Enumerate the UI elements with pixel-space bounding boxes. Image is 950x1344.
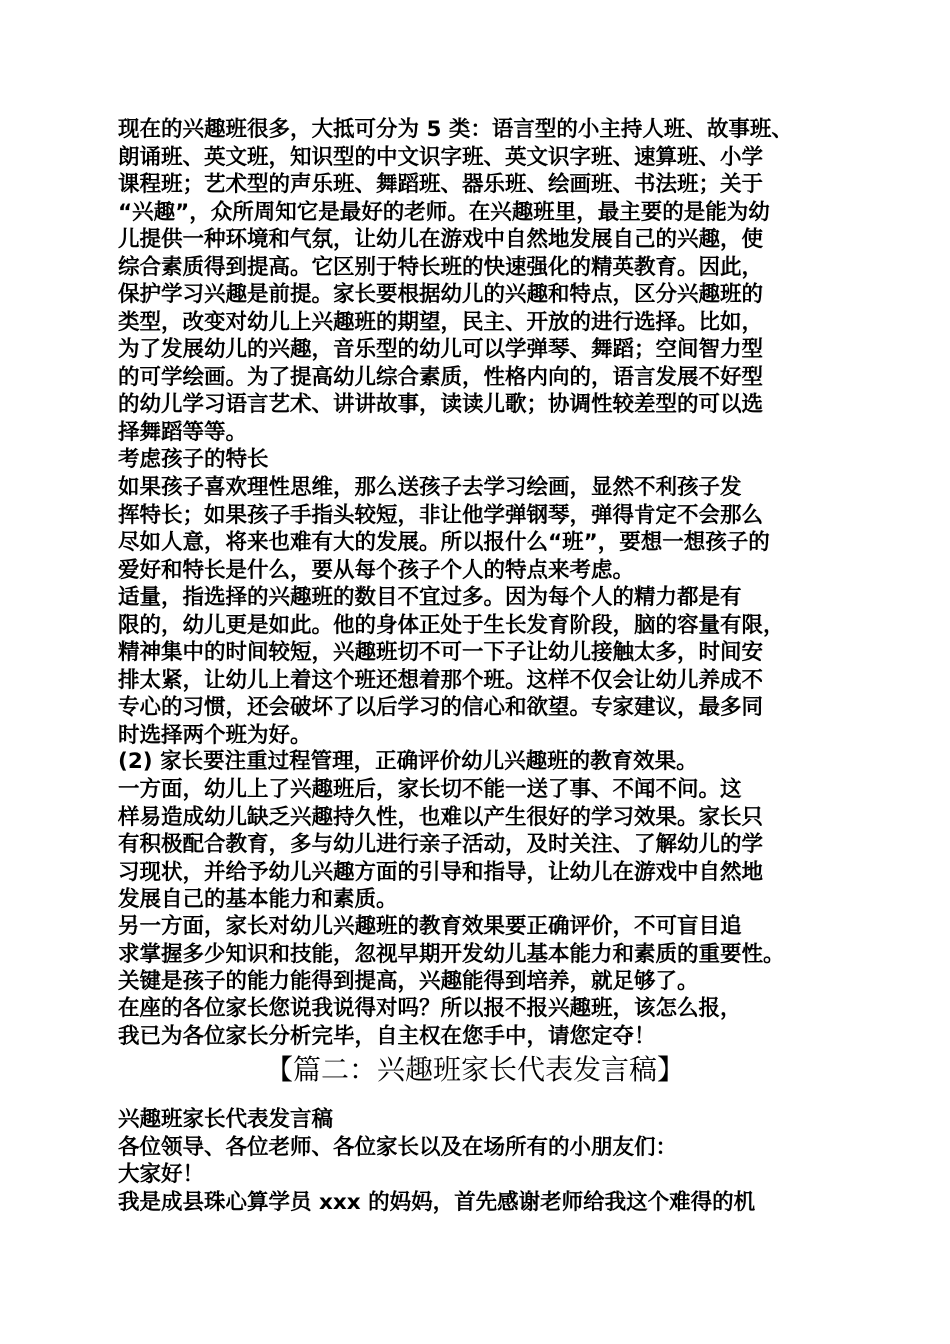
text-line: 我已为各位家长分析完毕，自主权在您手中，请您定夺！	[118, 1023, 656, 1049]
text-line: 排太紧，让幼儿上着这个班还想着那个班。这样不仅会让幼儿养成不	[118, 667, 764, 693]
text-line: 如果孩子喜欢理性思维，那么送孩子去学习绘画，显然不利孩子发	[118, 475, 742, 500]
section-heading: 【篇二：兴趣班家长代表发言稿】	[264, 1053, 685, 1086]
paragraph-moderate	[118, 584, 848, 749]
salutation	[118, 1134, 848, 1162]
subheading-talent	[118, 446, 848, 474]
text-line: 专心的习惯，还会破坏了以后学习的信心和欲望。专家建议，最多同	[118, 695, 764, 720]
section-subheading: 考虑孩子的特长	[118, 447, 269, 472]
text-line: 的可学绘画。为了提高幼儿综合素质，性格内向的，语言发展不好型	[118, 364, 764, 390]
text-line: 一方面，幼儿上了兴趣班后，家长切不能一送了事、不闻不问。这	[118, 777, 742, 802]
text-line: 的幼儿学习语言艺术、讲讲故事，读读儿歌；协调性较差型的可以选	[118, 392, 764, 417]
speech-title	[118, 1106, 848, 1134]
text-line: 大家好！	[118, 1162, 205, 1187]
text-line: 时选择两个班为好。	[118, 722, 312, 748]
self-intro	[118, 1189, 848, 1217]
text-line: “兴趣”，众所周知它是最好的老师。在兴趣班里，最主要的是能为幼	[118, 199, 770, 225]
paragraph-other-hand	[118, 913, 848, 996]
text-line: 各位领导、各位老师、各位家长以及在场所有的小朋友们：	[118, 1135, 678, 1160]
text-line: 发展自己的基本能力和素质。	[118, 887, 398, 912]
paragraph-talent	[118, 474, 848, 584]
text-line: 爱好和特长是什么，要从每个孩子个人的特点来考虑。	[118, 557, 635, 583]
text-line: 精神集中的时间较短，兴趣班切不可一下子让幼儿接触太多，时间安	[118, 640, 764, 665]
paragraph-closing	[118, 995, 848, 1050]
text-line: 适量，指选择的兴趣班的数目不宜过多。因为每个人的精力都是有	[118, 585, 742, 610]
text-line: 限的，幼儿更是如此。他的身体正处于生长发育阶段，脑的容量有限，	[118, 612, 785, 638]
text-line: 朗诵班、英文班，知识型的中文识字班、英文识字班、速算班、小学	[118, 144, 764, 170]
text-line: 儿提供一种环境和气氛，让幼儿在游戏中自然地发展自己的兴趣，使	[118, 227, 764, 252]
text-line: 求掌握多少知识和技能，忽视早期开发幼儿基本能力和素质的重要性。	[118, 941, 785, 967]
text-line: 另一方面，家长对幼儿兴趣班的教育效果要正确评价，不可盲目追	[118, 914, 742, 939]
text-line: 我是成县珠心算学员 xxx 的妈妈，首先感谢老师给我这个难得的机	[118, 1190, 756, 1215]
text-line: 样易造成幼儿缺乏兴趣持久性，也难以产生很好的学习效果。家长只	[118, 804, 764, 830]
paragraph-process	[118, 748, 848, 776]
text-line: 关键是孩子的能力能得到提高，兴趣能得到培养，就足够了。	[118, 969, 699, 994]
text-line: 为了发展幼儿的兴趣，音乐型的幼儿可以学弹琴、舞蹈；空间智力型	[118, 337, 764, 362]
paragraph-one-hand	[118, 776, 848, 914]
text-line: 保护学习兴趣是前提。家长要根据幼儿的兴趣和特点，区分兴趣班的	[118, 282, 764, 307]
text-line: 兴趣班家长代表发言稿	[118, 1107, 334, 1132]
greeting	[118, 1161, 848, 1189]
text-line: 现在的兴趣班很多，大抵可分为 5 类：语言型的小主持人班、故事班、	[118, 117, 793, 142]
text-line: 综合素质得到提高。它区别于特长班的快速强化的精英教育。因此，	[118, 254, 764, 280]
text-line: 类型，改变对幼儿上兴趣班的期望，民主、开放的进行选择。比如，	[118, 309, 764, 335]
text-line: 择舞蹈等等。	[118, 419, 248, 445]
text-line: 习现状，并给予幼儿兴趣方面的引导和指导，让幼儿在游戏中自然地	[118, 859, 764, 885]
text-line: 挥特长；如果孩子手指头较短，非让他学弹钢琴，弹得肯定不会那么	[118, 502, 764, 528]
text-line: 尽如人意，将来也难有大的发展。所以报什么“班”，要想一想孩子的	[118, 530, 770, 555]
text-line: 有积极配合教育，多与幼儿进行亲子活动，及时关注、了解幼儿的学	[118, 832, 764, 857]
text-line: 课程班；艺术型的声乐班、舞蹈班、器乐班、绘画班、书法班；关于	[118, 172, 764, 197]
paragraph-intro	[118, 116, 848, 446]
text-line: (2) 家长要注重过程管理，正确评价幼儿兴趣班的教育效果。	[118, 749, 698, 774]
text-line: 在座的各位家长您说我说得对吗？所以报不报兴趣班，该怎么报，	[118, 996, 742, 1021]
